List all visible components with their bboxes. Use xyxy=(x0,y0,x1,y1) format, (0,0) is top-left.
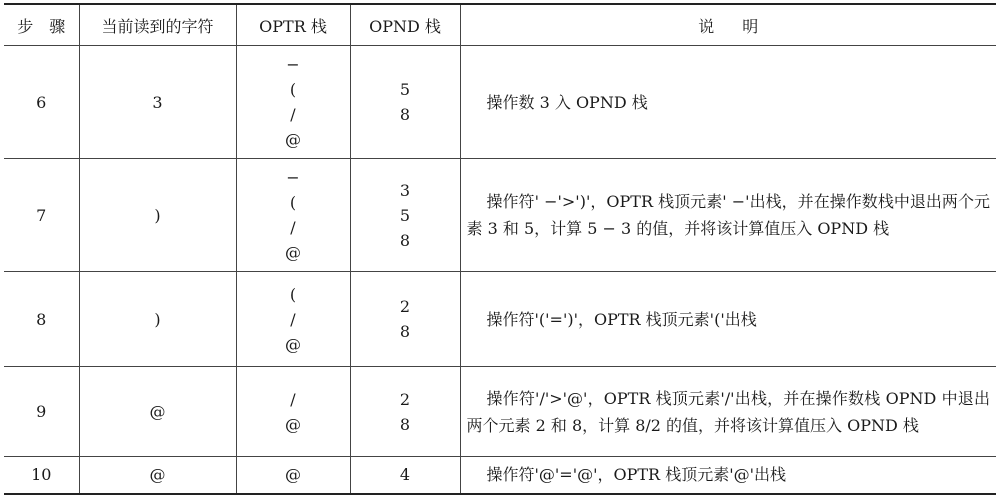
optr-cell xyxy=(236,272,350,367)
table-row xyxy=(4,367,996,457)
opnd-cell xyxy=(350,457,460,494)
description-text: 操作符'/'>'@'，OPTR 栈顶元素'/'出栈，并在操作数栈 OPND 中退出两个元素 2 和 8，计算 8/2 的值，并将该计算值压入 OPND 栈 xyxy=(466,388,990,435)
opnd-item: 4 xyxy=(399,465,411,485)
opnd-item: 5 xyxy=(399,80,411,99)
optr-item: / xyxy=(290,218,296,237)
description-cell xyxy=(460,272,996,367)
step-cell: 6 xyxy=(4,46,79,159)
table-row xyxy=(4,457,996,494)
description-text: 操作符' −'>')'，OPTR 栈顶元素' −'出栈，并在操作数栈中退出两个元素 3 和 5，计算 5 − 3 的值，并将该计算值压入 OPND 栈 xyxy=(466,192,990,238)
description-text: 操作数 3 入 OPND 栈 xyxy=(486,92,648,112)
opnd-cell xyxy=(350,272,460,367)
description-cell xyxy=(460,159,996,272)
header-description: 说 明 xyxy=(460,4,996,46)
opnd-item: 2 xyxy=(399,389,411,409)
optr-cell xyxy=(236,159,350,272)
opnd-item: 8 xyxy=(399,230,411,250)
char-cell: @ xyxy=(79,367,236,457)
optr-item: @ xyxy=(285,465,301,485)
optr-item: / xyxy=(290,389,296,409)
optr-item: / xyxy=(290,309,296,329)
char-cell: ) xyxy=(79,159,236,272)
optr-item: − xyxy=(286,55,300,74)
optr-item: ( xyxy=(289,284,297,304)
optr-item: @ xyxy=(285,334,301,354)
step-cell: 8 xyxy=(4,272,79,367)
table-row xyxy=(4,159,996,272)
char-cell: 3 xyxy=(79,46,236,159)
optr-item: @ xyxy=(285,414,301,434)
opnd-cell xyxy=(350,46,460,159)
opnd-item: 2 xyxy=(399,297,411,316)
char-cell: @ xyxy=(79,457,236,494)
table-row xyxy=(4,46,996,159)
step-cell: 9 xyxy=(4,367,79,457)
description-cell xyxy=(460,457,996,494)
optr-item: − xyxy=(286,168,300,187)
header-row xyxy=(4,4,996,46)
opnd-item: 8 xyxy=(399,414,411,434)
optr-item: @ xyxy=(285,130,301,149)
optr-cell xyxy=(236,367,350,457)
opnd-item: 5 xyxy=(399,205,411,225)
optr-cell xyxy=(236,457,350,494)
optr-item: ( xyxy=(289,193,297,212)
optr-cell xyxy=(236,46,350,159)
description-cell xyxy=(460,367,996,457)
description-cell xyxy=(460,46,996,159)
optr-item: ( xyxy=(289,80,297,99)
description-text: 操作符'('=')'，OPTR 栈顶元素'('出栈 xyxy=(486,309,757,329)
evaluation-steps-table xyxy=(4,3,996,495)
opnd-item: 8 xyxy=(399,322,411,341)
header-opnd-stack: OPND 栈 xyxy=(350,4,460,46)
header-step: 步 骤 xyxy=(4,4,79,46)
optr-item: / xyxy=(290,105,296,124)
optr-item: @ xyxy=(285,243,301,262)
table-row xyxy=(4,272,996,367)
header-optr-stack: OPTR 栈 xyxy=(236,4,350,46)
opnd-cell xyxy=(350,367,460,457)
opnd-item: 8 xyxy=(399,105,411,124)
opnd-item: 3 xyxy=(399,180,411,200)
char-cell: ) xyxy=(79,272,236,367)
step-cell: 10 xyxy=(4,457,79,494)
step-cell: 7 xyxy=(4,159,79,272)
header-current-char: 当前读到的字符 xyxy=(79,4,236,46)
description-text: 操作符'@'='@'，OPTR 栈顶元素'@'出栈 xyxy=(486,465,786,485)
opnd-cell xyxy=(350,159,460,272)
